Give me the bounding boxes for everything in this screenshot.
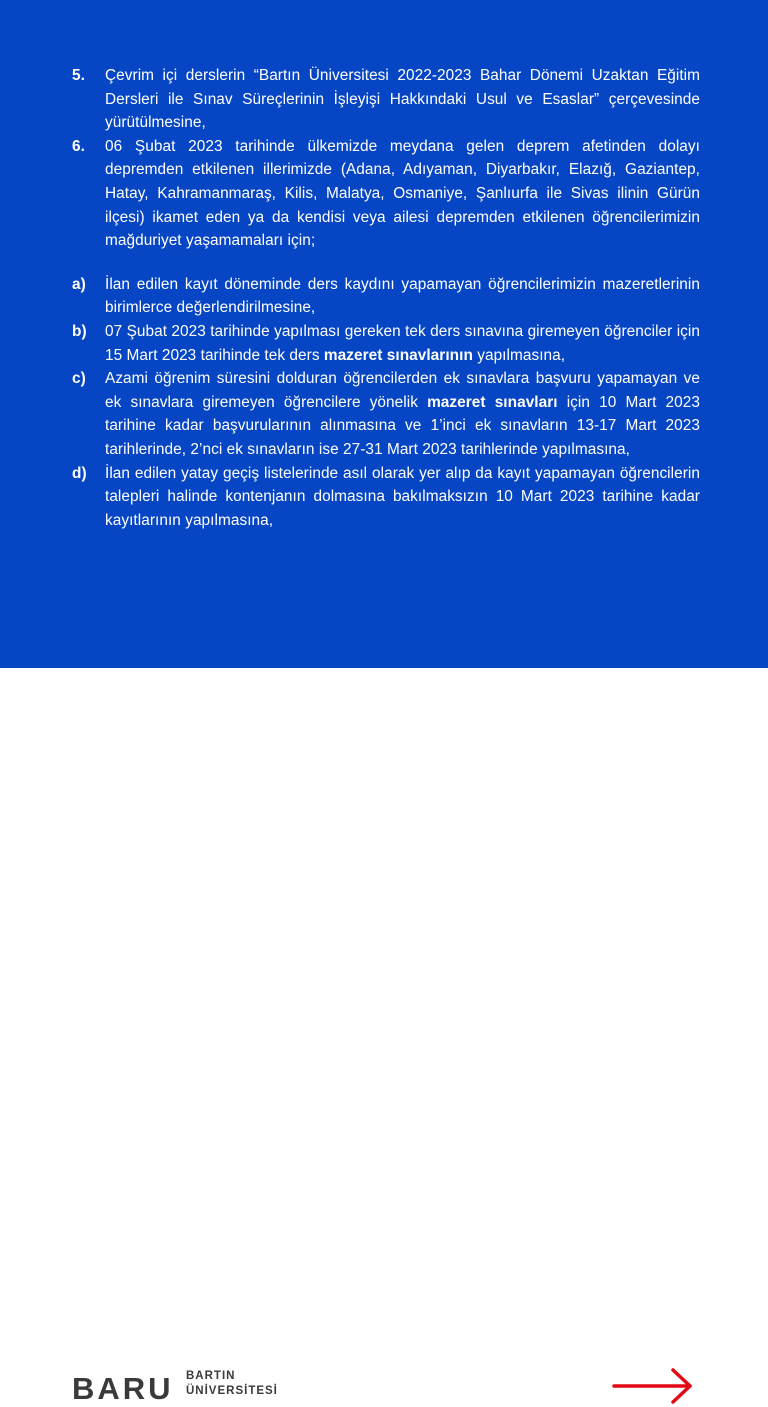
item-text: 06 Şubat 2023 tarihinde ülkemizde meydana gelen deprem afetinden dolayı depremden etkilenen illerimizde (Adana, Adıyaman, Diyarbakır, Elazığ, Gaziantep, Hatay, Kahramanmaraş, Kilis, Malatya, Osmaniye, Şanlıurfa ile Sivas ilinin Gürün ilçesi) ikamet eden ya da kendisi veya ailesi depremden etkilenen öğrencilerimizin mağduriyet yaşamamaları için; xyxy=(105,137,700,250)
baru-logo: BARU xyxy=(72,1371,174,1406)
item-text xyxy=(105,367,700,461)
item-marker: c) xyxy=(72,370,86,388)
item-text: Çevrim içi derslerin “Bartın Üniversitesi 2022-2023 Bahar Dönemi Uzaktan Eğitim Dersleri ile Sınav Süreçlerinin İşleyişi Hakkındaki Usul ve Esaslar” çerçevesinde yürütülmesine, xyxy=(105,67,700,132)
item-marker: a) xyxy=(72,275,86,293)
item-text-part: için 10 Mart 2023 tarihine kadar başvurularının alınmasına ve 1’inci ek sınavların 13-17 Mart 2023 tarihlerinde, 2’nci ek sınavların ise 27-31 Mart 2023 tarihlerinde yapılmasına, xyxy=(105,393,700,458)
item-text-part: yapılmasına, xyxy=(472,346,566,364)
list-item-d xyxy=(72,462,700,533)
university-name xyxy=(186,1369,278,1399)
item-marker: 5. xyxy=(72,67,85,84)
item-text-part: 07 Şubat 2023 tarihinde yapılması gereken tek ders sınavına giremeyen öğrenciler için 15 Mart 2023 tarihinde tek ders xyxy=(105,322,700,364)
item-text xyxy=(105,320,700,367)
list-item-b xyxy=(72,320,700,367)
footer xyxy=(0,668,768,1406)
university-name-line1: BARTIN xyxy=(186,1370,236,1382)
announcement-text xyxy=(72,64,700,532)
list-item-6 xyxy=(72,135,700,253)
item-text-part: Azami öğrenim süresini dolduran öğrencilerden ek sınavlara başvuru yapamayan ve ek sınavlara giremeyen öğrencilere yönelik xyxy=(105,370,700,411)
item-marker: d) xyxy=(72,464,87,482)
bold-phrase: mazeret sınavları xyxy=(427,393,558,411)
item-text: İlan edilen yatay geçiş listelerinde asıl olarak yer alıp da kayıt yapamayan öğrencilerin talepleri halinde kontenjanın dolmasına bakılmaksızın 10 Mart 2023 tarihine kadar kayıtlarının yapılmasına, xyxy=(105,464,700,529)
list-item-5 xyxy=(72,64,700,135)
spacer xyxy=(72,253,700,273)
list-item-a xyxy=(72,273,700,320)
item-marker: b) xyxy=(72,322,87,340)
arrow-right-icon[interactable] xyxy=(612,1365,696,1407)
list-item-c xyxy=(72,367,700,461)
item-text: İlan edilen kayıt döneminde ders kaydını yapamayan öğrencilerimizin mazeretlerinin birimlerce değerlendirilmesine, xyxy=(105,275,700,317)
content-panel xyxy=(0,0,768,668)
university-name-line2: ÜNİVERSİTESİ xyxy=(186,1385,278,1397)
item-marker: 6. xyxy=(72,137,85,155)
bold-phrase: mazeret sınavlarının xyxy=(323,346,473,364)
